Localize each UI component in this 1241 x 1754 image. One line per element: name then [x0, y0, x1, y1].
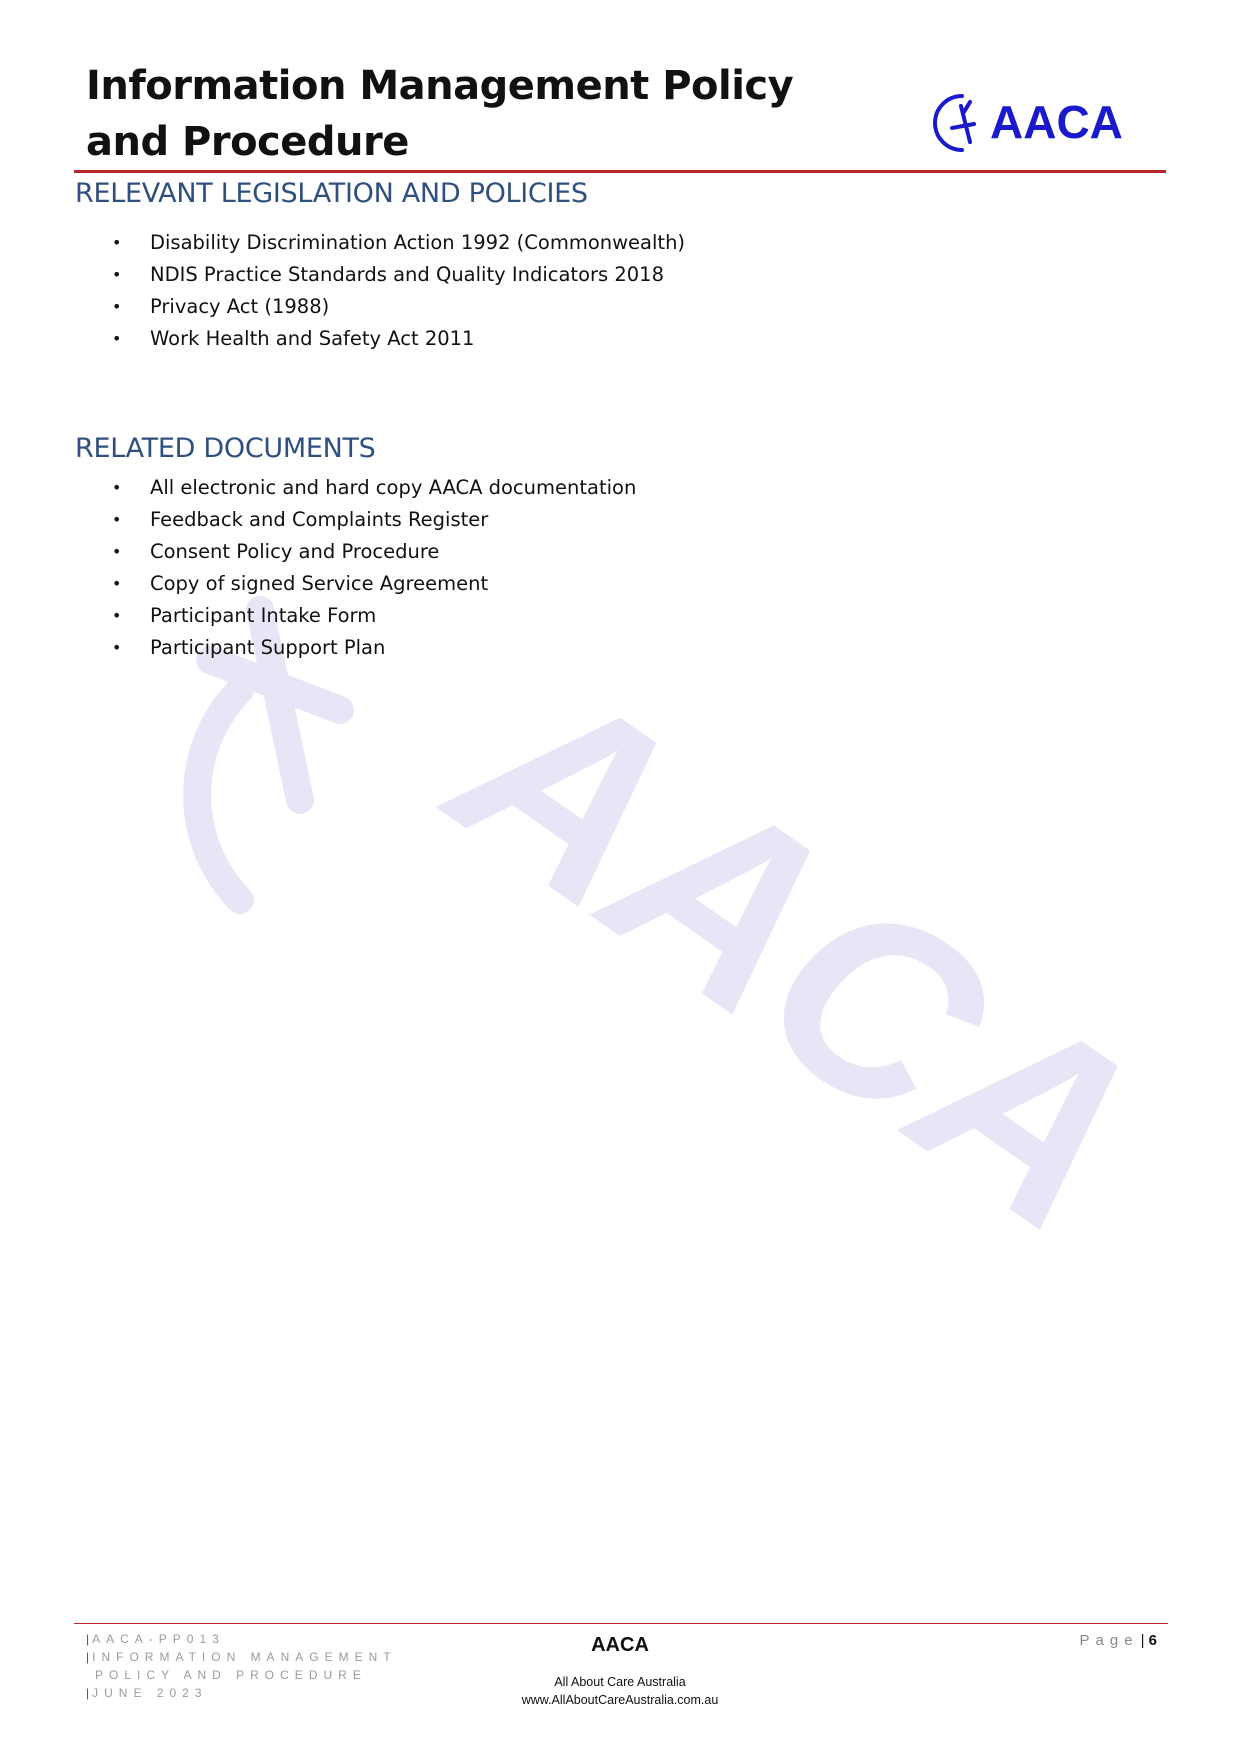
header-divider: [74, 170, 1166, 173]
list-item: • Participant Support Plan: [112, 636, 386, 659]
section-heading-related-documents: RELATED DOCUMENTS: [75, 433, 376, 464]
footer-doc-code: AACA-PP013: [92, 1632, 225, 1646]
aaca-logo: [940, 92, 1150, 158]
list-item: • Feedback and Complaints Register: [112, 508, 489, 531]
aaca-watermark: [150, 618, 1190, 1287]
legislation-list: [110, 227, 685, 355]
list-item: • NDIS Practice Standards and Quality Indicators 2018: [112, 263, 664, 286]
footer-company-name: All About Care Australia: [554, 1675, 686, 1689]
logo-text: AACA: [990, 96, 1123, 148]
footer-website[interactable]: www.AllAboutCareAustralia.com.au: [521, 1693, 719, 1707]
list-item: • Work Health and Safety Act 2011: [112, 327, 475, 350]
list-item: • Participant Intake Form: [112, 604, 377, 627]
page-number: 6: [1148, 1632, 1157, 1649]
document-title: Information Management Policy and Procedure: [86, 63, 794, 165]
footer-date: JUNE 2023: [92, 1686, 208, 1700]
footer-divider: [74, 1623, 1168, 1624]
footer-doc-title-line1: INFORMATION MANAGEMENT: [92, 1650, 397, 1664]
related-documents-list: [110, 472, 636, 664]
list-item: • Privacy Act (1988): [112, 295, 330, 318]
page-number-block: Page | 6: [1079, 1632, 1157, 1649]
footer-doc-info: | AACA-PP013 | INFORMATION MANAGEMENT POLICY AND PROCEDURE | JUNE 2023: [86, 1632, 397, 1700]
page-label: Page: [1079, 1632, 1139, 1649]
list-item: • Disability Discrimination Action 1992 (Commonwealth): [112, 231, 686, 254]
footer-company-info: [480, 1630, 760, 1709]
section-heading-legislation: RELEVANT LEGISLATION AND POLICIES: [75, 178, 588, 209]
footer-doc-title-line2: POLICY AND PROCEDURE: [95, 1668, 367, 1682]
watermark-text: AACA: [407, 618, 1190, 1287]
list-item: • Copy of signed Service Agreement: [112, 572, 489, 595]
list-item: • Consent Policy and Procedure: [112, 540, 440, 563]
footer-brand: AACA: [591, 1634, 649, 1656]
logo-mark-icon: [935, 96, 974, 150]
list-item: • All electronic and hard copy AACA documentation: [112, 476, 637, 499]
